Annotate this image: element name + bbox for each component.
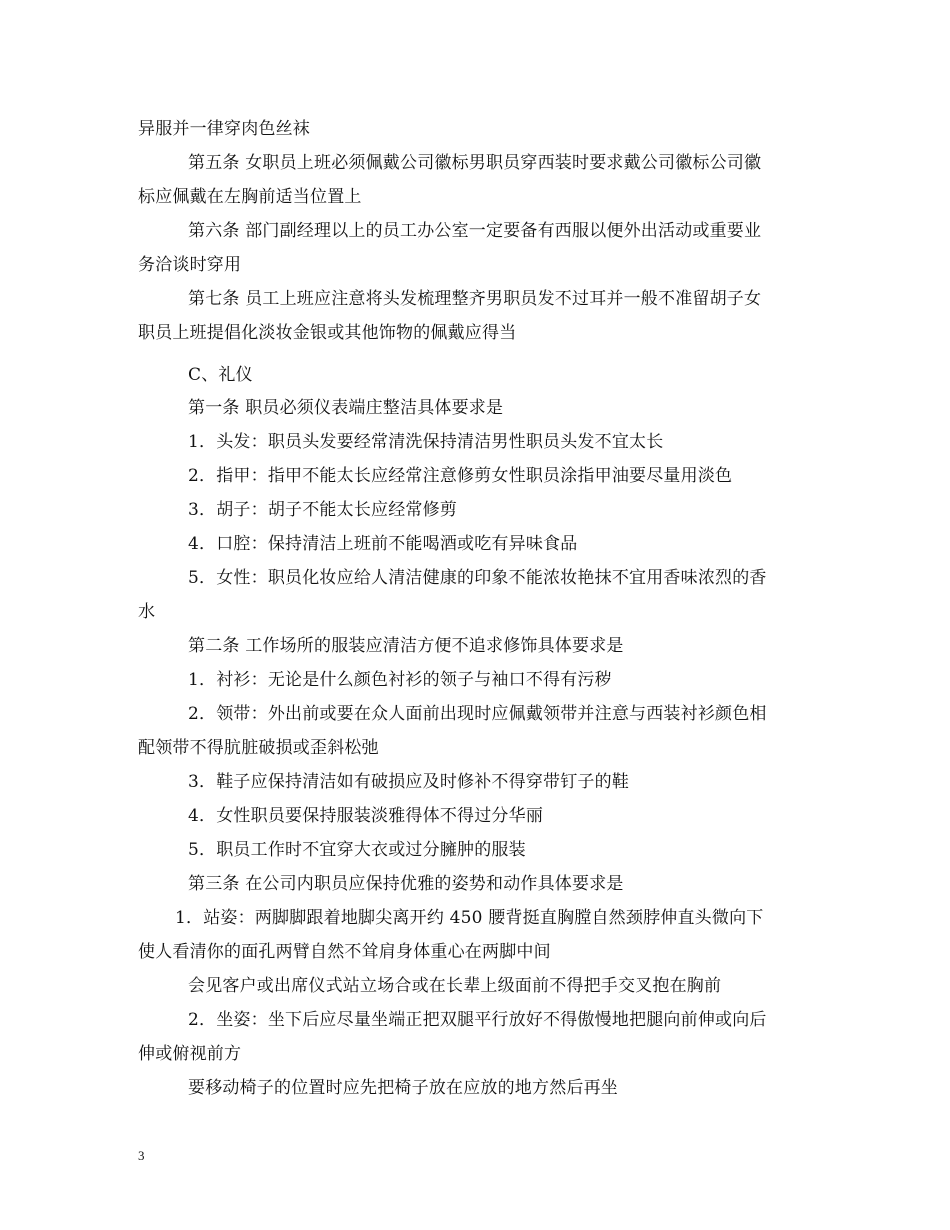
text-line: 5．职员工作时不宜穿大衣或过分臃肿的服装 (188, 840, 526, 860)
text-line: 职员上班提倡化淡妆金银或其他饰物的佩戴应得当 (138, 323, 517, 343)
text-line: 第五条 女职员上班必须佩戴公司徽标男职员穿西装时要求戴公司徽标公司徽 (188, 153, 762, 173)
text-line: 伸或俯视前方 (138, 1044, 242, 1064)
section-heading: C、礼仪 (188, 365, 253, 385)
text-line: 1．头发：职员头发要经常清洗保持清洁男性职员头发不宜太长 (188, 432, 664, 452)
text-line: 4．女性职员要保持服装淡雅得体不得过分华丽 (188, 806, 544, 826)
text-line: 2．坐姿：坐下后应尽量坐端正把双腿平行放好不得傲慢地把腿向前伸或向后 (188, 1010, 767, 1030)
text-line: 第七条 员工上班应注意将头发梳理整齐男职员发不过耳并一般不准留胡子女 (188, 289, 762, 309)
text-line: 1．衬衫：无论是什么颜色衬衫的领子与袖口不得有污秽 (188, 670, 612, 690)
text-line: 3．胡子：胡子不能太长应经常修剪 (188, 500, 458, 520)
text-line: 3．鞋子应保持清洁如有破损应及时修补不得穿带钉子的鞋 (188, 772, 630, 792)
text-line: 第二条 工作场所的服装应清洁方便不追求修饰具体要求是 (188, 636, 624, 656)
text-line: 第六条 部门副经理以上的员工办公室一定要备有西服以便外出活动或重要业 (188, 221, 762, 241)
text-line: 配领带不得肮脏破损或歪斜松弛 (138, 738, 379, 758)
text-line: 会见客户或出席仪式站立场合或在长辈上级面前不得把手交叉抱在胸前 (188, 976, 722, 996)
page-number: 3 (138, 1148, 145, 1163)
text-line: 1．站姿：两脚脚跟着地脚尖离开约 450 腰背挺直胸膛自然颈脖伸直头微向下 (175, 908, 764, 928)
text-line: 使人看清你的面孔两臂自然不耸肩身体重心在两脚中间 (138, 942, 551, 962)
text-line: 标应佩戴在左胸前适当位置上 (138, 187, 362, 207)
text-line: 第三条 在公司内职员应保持优雅的姿势和动作具体要求是 (188, 874, 624, 894)
text-line: 要移动椅子的位置时应先把椅子放在应放的地方然后再坐 (188, 1078, 618, 1098)
text-line: 水 (138, 602, 156, 622)
text-line: 5．女性：职员化妆应给人清洁健康的印象不能浓妆艳抹不宜用香味浓烈的香 (188, 568, 767, 588)
text-line: 2．指甲：指甲不能太长应经常注意修剪女性职员涂指甲油要尽量用淡色 (188, 466, 733, 486)
text-line: 2．领带：外出前或要在众人面前出现时应佩戴领带并注意与西装衬衫颜色相 (188, 704, 767, 724)
text-line: 务洽谈时穿用 (138, 255, 242, 275)
text-line: 第一条 职员必须仪表端庄整洁具体要求是 (188, 398, 504, 418)
text-line: 异服并一律穿肉色丝袜 (138, 119, 310, 139)
text-line: 4．口腔：保持清洁上班前不能喝酒或吃有异味食品 (188, 534, 578, 554)
